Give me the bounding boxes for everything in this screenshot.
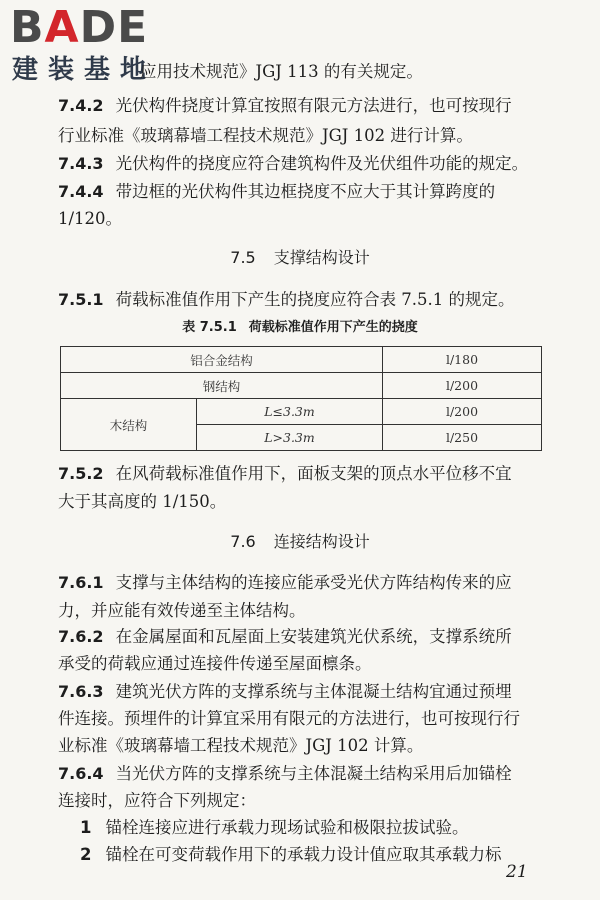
clause-7-5-2: 7.5.2 在风荷载标准值作用下，面板支架的顶点水平位移不宜 (58, 464, 512, 483)
clause-7-6-4-cont: 连接时，应符合下列规定： (58, 791, 256, 810)
clause-7-6-4: 7.6.4 当光伏方阵的支撑系统与主体混凝土结构采用后加锚栓 (58, 764, 512, 783)
section-heading-7-5: 7.5 支撑结构设计 (230, 248, 370, 267)
table-cell-value: l/180 (383, 347, 542, 373)
clause-7-6-1: 7.6.1 支撑与主体结构的连接应能承受光伏方阵结构传来的应 (58, 573, 512, 592)
clause-7-6-3: 7.6.3 建筑光伏方阵的支撑系统与主体混凝土结构宜通过预埋 (58, 682, 512, 701)
list-item: 2 锚栓在可变荷载作用下的承载力设计值应取其承载力标 (80, 845, 502, 864)
clause-7-6-3-cont: 业标准《玻璃幕墙工程技术规范》JGJ 102 计算。 (58, 736, 424, 755)
clause-7-4-3: 7.4.3 光伏构件的挠度应符合建筑构件及光伏组件功能的规定。 (58, 154, 529, 173)
clause-7-6-3-cont: 件连接。预埋件的计算宜采用有限元的方法进行，也可按现行行 (58, 709, 520, 728)
clause-7-5-1: 7.5.1 荷载标准值作用下产生的挠度应符合表 7.5.1 的规定。 (58, 290, 515, 309)
clause-7-6-2: 7.6.2 在金属屋面和瓦屋面上安装建筑光伏系统，支撑系统所 (58, 627, 512, 646)
table-cell-condition: L>3.3m (197, 425, 383, 451)
brand-logo-word: BADE (10, 2, 149, 53)
clause-7-4-2: 7.4.2 光伏构件挠度计算宜按照有限元方法进行，也可按现行 (58, 96, 512, 115)
continued-text-line: 应用技术规范》JGJ 113 的有关规定。 (140, 62, 423, 81)
clause-7-6-2-cont: 承受的荷载应通过连接件传递至屋面檩条。 (58, 654, 372, 673)
clause-7-5-2-cont: 大于其高度的 1/150。 (58, 492, 227, 511)
table-cell-type: 木结构 (61, 399, 197, 451)
brand-logo-subtitle: 建装基地 (12, 55, 157, 85)
table-row (61, 373, 542, 399)
table-cell-value: l/200 (383, 373, 542, 399)
list-item: 1 锚栓连接应进行承载力现场试验和极限拉拔试验。 (80, 818, 469, 837)
clause-7-4-4-cont: 1/120。 (58, 209, 123, 228)
clause-7-6-1-cont: 力，并应能有效传递至主体结构。 (58, 601, 306, 620)
table-row (61, 347, 542, 373)
table-cell-type: 钢结构 (61, 373, 383, 399)
table-row (61, 399, 542, 425)
table-cell-value: l/200 (383, 399, 542, 425)
table-cell-condition: L≤3.3m (197, 399, 383, 425)
page-number: 21 (506, 862, 528, 882)
deflection-table (60, 346, 542, 451)
table-cell-value: l/250 (383, 425, 542, 451)
table-cell-type: 铝合金结构 (61, 347, 383, 373)
table-caption: 表 7.5.1 荷载标准值作用下产生的挠度 (182, 320, 418, 335)
clause-7-4-4: 7.4.4 带边框的光伏构件其边框挠度不应大于其计算跨度的 (58, 182, 496, 201)
section-heading-7-6: 7.6 连接结构设计 (230, 532, 370, 551)
clause-7-4-2-cont: 行业标准《玻璃幕墙工程技术规范》JGJ 102 进行计算。 (58, 126, 473, 145)
